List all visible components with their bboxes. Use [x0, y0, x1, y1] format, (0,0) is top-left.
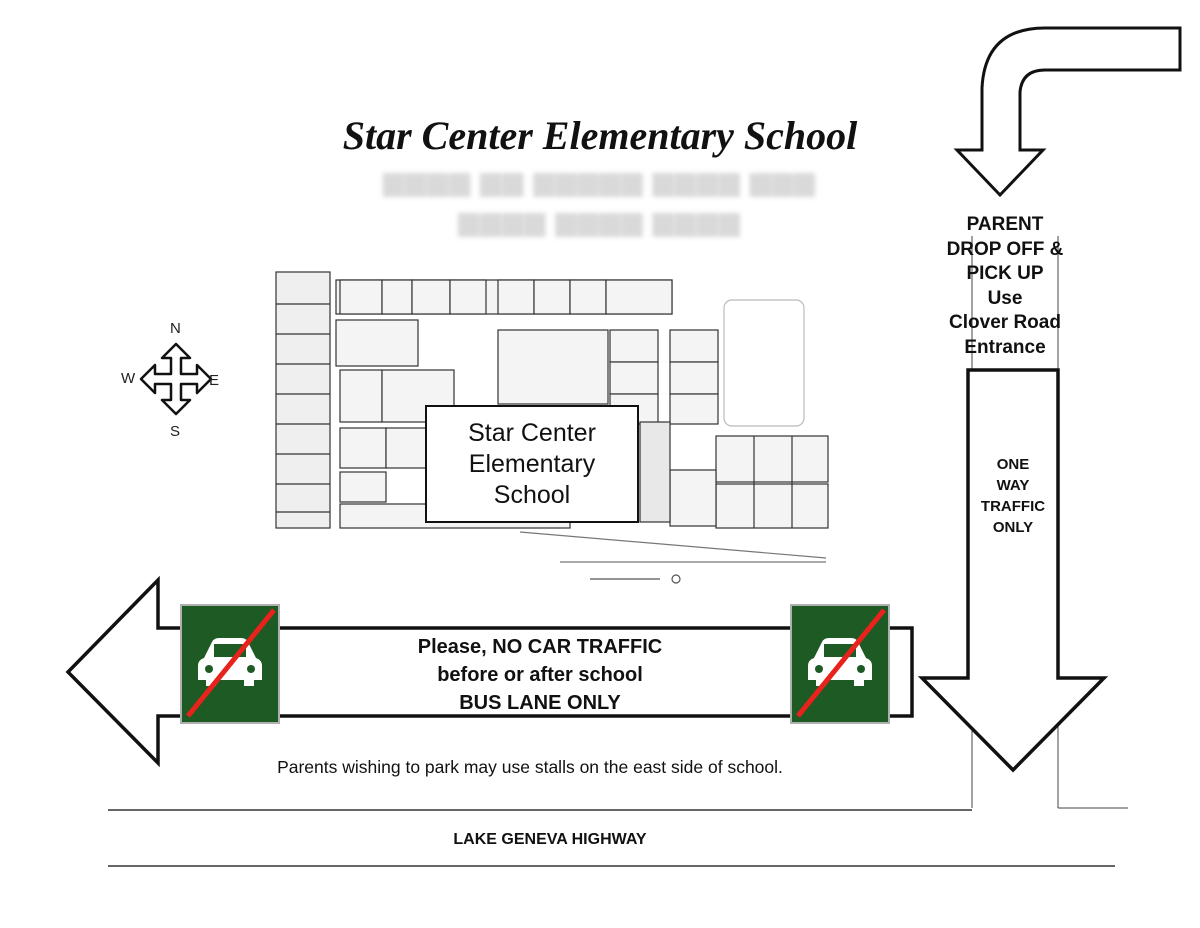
building-label: Star Center Elementary School — [468, 418, 596, 509]
faded-text: ▆▆▆▆ ▆▆ ▆▆▆▆▆ ▆▆▆▆ ▆▆▆ — [383, 166, 817, 196]
entrance-arrow-icon — [957, 28, 1180, 195]
compass-south: S — [170, 423, 181, 440]
compass-east: E — [209, 372, 220, 389]
parent-notice: PARENT DROP OFF & PICK UP Use Clover Road Entrance — [946, 214, 1064, 358]
compass-rose-icon — [141, 344, 211, 414]
no-car-sign-icon — [180, 604, 280, 724]
compass-north: N — [170, 320, 181, 337]
bus-lane-sign: Please, NO CAR TRAFFIC before or after school BUS LANE ONLY — [417, 636, 663, 714]
no-car-sign-icon — [790, 604, 890, 724]
parking-note: Parents wishing to park may use stalls on the east side of school. — [277, 757, 783, 777]
road-label: LAKE GENEVA HIGHWAY — [453, 831, 647, 848]
one-way-arrow-icon — [922, 370, 1104, 770]
faded-text: ▆▆▆▆ ▆▆▆▆ ▆▆▆▆ — [458, 206, 742, 236]
one-way-sign: ONE WAY TRAFFIC ONLY — [980, 456, 1046, 536]
compass-west: W — [121, 370, 136, 387]
page-title: Star Center Elementary School — [342, 113, 858, 158]
